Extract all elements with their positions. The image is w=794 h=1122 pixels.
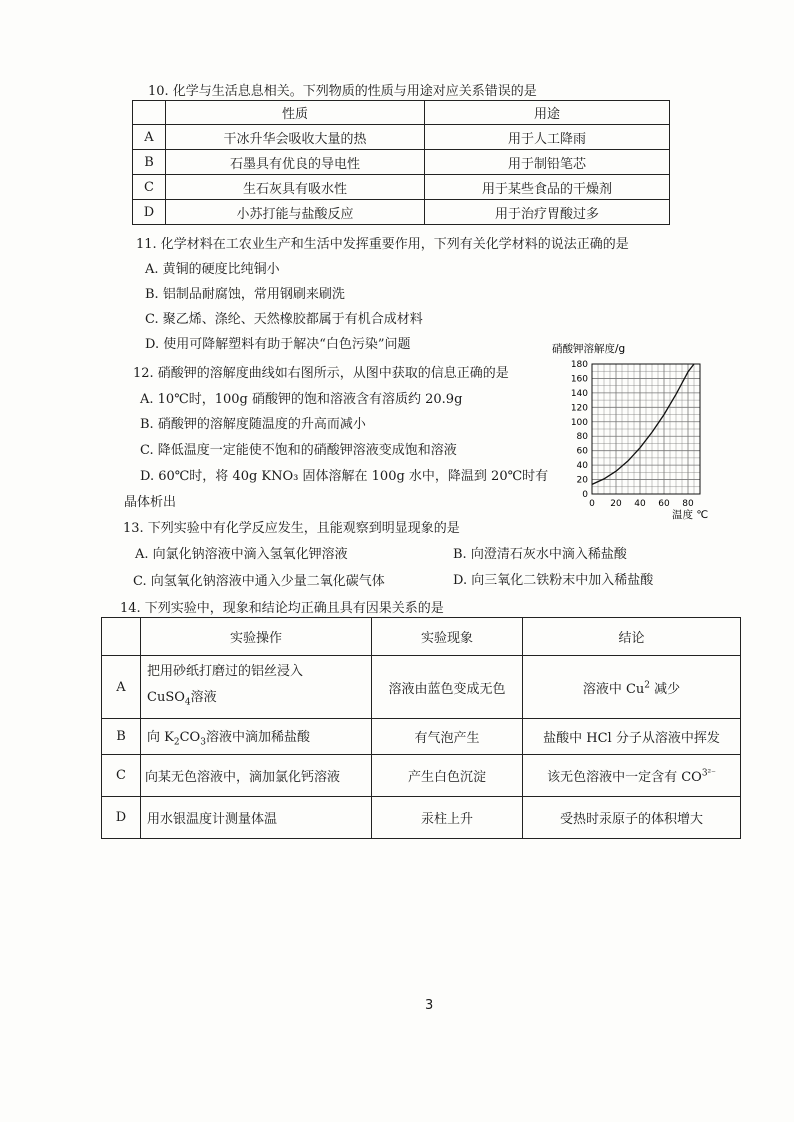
table-row bbox=[102, 755, 741, 797]
q11-option-a: A. 黄铜的硬度比纯铜小 bbox=[145, 262, 280, 277]
q14-row-b-operation bbox=[141, 719, 372, 755]
table-row bbox=[133, 125, 670, 150]
q14-row-b-label: B bbox=[102, 719, 141, 755]
q12-option-d-continued: 晶体析出 bbox=[124, 495, 177, 510]
q14-row-c-phenomenon: 产生白色沉淀 bbox=[372, 755, 523, 797]
q10-row-d-use: 用于治疗胃酸过多 bbox=[425, 200, 670, 225]
q10-row-c-property: 生石灰具有吸水性 bbox=[166, 175, 425, 200]
q11-title: 11. 化学材料在工农业生产和生活中发挥重要作用，下列有关化学材料的说法正确的是 bbox=[136, 237, 629, 252]
q12-option-d: D. 60℃时，将 40g KNO₃ 固体溶解在 100g 水中，降温到 20℃时有 bbox=[140, 469, 549, 484]
chart-x-ticks bbox=[589, 499, 694, 509]
q14-row-d-label: D bbox=[102, 797, 141, 839]
q10-table bbox=[132, 100, 670, 225]
y-tick-label: 40 bbox=[576, 461, 588, 472]
q14-row-a-label: A bbox=[102, 656, 141, 719]
q12-option-a: A. 10℃时，100g 硝酸钾的饱和溶液含有溶质约 20.9g bbox=[140, 392, 463, 407]
formula-co: CO bbox=[179, 729, 201, 745]
chart-y-ticks bbox=[571, 360, 588, 500]
q14-row-d-phenomenon: 汞柱上升 bbox=[372, 797, 523, 839]
q10-row-d-label: D bbox=[133, 200, 166, 225]
y-tick-label: 100 bbox=[570, 417, 588, 428]
q13-option-b: B. 向澄清石灰水中滴入稀盐酸 bbox=[453, 547, 627, 562]
x-tick-label: 80 bbox=[682, 499, 694, 509]
y-tick-label: 20 bbox=[576, 475, 588, 486]
q14-row-c-operation: 向某无色溶液中，滴加氯化钙溶液 bbox=[141, 755, 372, 797]
table-row bbox=[102, 656, 741, 719]
y-tick-label: 0 bbox=[582, 490, 588, 500]
q14-row-a-operation bbox=[141, 656, 372, 719]
table-row bbox=[102, 797, 741, 839]
q14-row-a-phenomenon: 溶液由蓝色变成无色 bbox=[372, 656, 523, 719]
q10-row-b-use: 用于制铅笔芯 bbox=[425, 150, 670, 175]
q12-option-b: B. 硝酸钾的溶解度随温度的升高而减小 bbox=[140, 417, 366, 432]
formula-subscript: 4 bbox=[184, 697, 191, 708]
q11-option-b: B. 铝制品耐腐蚀，常用钢刷来刷洗 bbox=[145, 287, 345, 302]
ion-charge: 2 bbox=[644, 680, 651, 691]
q10-header-use: 用途 bbox=[425, 101, 670, 125]
conclusion-tail: 减少 bbox=[650, 681, 681, 697]
q13-option-d: D. 向三氧化二铁粉末中加入稀盐酸 bbox=[453, 573, 654, 588]
x-tick-label: 0 bbox=[589, 499, 595, 509]
q10-row-a-property: 干冰升华会吸收大量的热 bbox=[166, 125, 425, 150]
q14-header-phenomenon: 实验现象 bbox=[372, 618, 523, 656]
q10-title: 10. 化学与生活息息相关。下列物质的性质与用途对应关系错误的是 bbox=[148, 84, 537, 99]
ion-charge: 3²⁻ bbox=[701, 768, 716, 779]
q14-row-b-phenomenon: 有气泡产生 bbox=[372, 719, 523, 755]
q14-row-a-conclusion bbox=[523, 656, 741, 719]
conclusion-text: 溶液中 Cu bbox=[582, 681, 645, 697]
q14-header-operation: 实验操作 bbox=[141, 618, 372, 656]
q12-title: 12. 硝酸钾的溶解度曲线如右图所示，从图中获取的信息正确的是 bbox=[133, 366, 509, 381]
table-row bbox=[102, 719, 741, 755]
text-solution: 溶液 bbox=[190, 689, 217, 705]
formula-subscript: 3 bbox=[200, 737, 206, 748]
q10-row-c-use: 用于某些食品的干燥剂 bbox=[425, 175, 670, 200]
q11-option-d: D. 使用可降解塑料有助于解决“白色污染”问题 bbox=[145, 337, 411, 352]
y-tick-label: 160 bbox=[570, 374, 588, 385]
x-tick-label: 60 bbox=[658, 499, 670, 509]
q13-option-c: C. 向氢氧化钠溶液中通入少量二氧化碳气体 bbox=[133, 574, 385, 589]
q10-header-row bbox=[133, 101, 670, 125]
y-tick-label: 80 bbox=[576, 432, 588, 443]
q13-title: 13. 下列实验中有化学反应发生，且能观察到明显现象的是 bbox=[123, 521, 460, 536]
q14-row-a-operation-line2 bbox=[147, 685, 371, 716]
x-tick-label: 40 bbox=[634, 499, 646, 509]
q10-row-b-property: 石墨具有优良的导电性 bbox=[166, 150, 425, 175]
q10-row-a-label: A bbox=[133, 125, 166, 150]
formula-cuso: CuSO bbox=[147, 689, 185, 705]
x-tick-label: 20 bbox=[610, 499, 622, 509]
q10-row-d-property: 小苏打能与盐酸反应 bbox=[166, 200, 425, 225]
y-tick-label: 120 bbox=[570, 403, 588, 414]
table-row bbox=[133, 175, 670, 200]
q14-row-d-operation: 用水银温度计测量体温 bbox=[141, 797, 372, 839]
chart-grid bbox=[592, 364, 700, 494]
q14-header-blank bbox=[102, 618, 141, 656]
chart-x-label: 温度 ℃ bbox=[672, 509, 709, 521]
q14-row-a-operation-line1: 把用砂纸打磨过的铝丝浸入 bbox=[147, 663, 304, 679]
q14-table bbox=[101, 617, 741, 839]
table-row bbox=[133, 150, 670, 175]
conclusion-text: 该无色溶液中一定含有 CO bbox=[547, 770, 702, 785]
solubility-curve bbox=[592, 364, 694, 484]
q14-title: 14. 下列实验中，现象和结论均正确且具有因果关系的是 bbox=[120, 601, 444, 616]
q14-row-c-label: C bbox=[102, 755, 141, 797]
q10-header-property: 性质 bbox=[166, 101, 425, 125]
y-tick-label: 60 bbox=[576, 446, 588, 457]
op-tail: 溶液中滴加稀盐酸 bbox=[205, 729, 310, 745]
page-number: 3 bbox=[425, 998, 434, 1013]
q12-option-c: C. 降低温度一定能使不饱和的硝酸钾溶液变成饱和溶液 bbox=[140, 443, 457, 458]
y-tick-label: 140 bbox=[570, 388, 588, 399]
q14-header-row bbox=[102, 618, 741, 656]
formula-subscript: 2 bbox=[173, 737, 180, 748]
q14-row-b-conclusion: 盐酸中 HCl 分子从溶液中挥发 bbox=[523, 719, 741, 755]
q14-header-conclusion: 结论 bbox=[523, 618, 741, 656]
q10-row-b-label: B bbox=[133, 150, 166, 175]
q14-row-d-conclusion: 受热时汞原子的体积增大 bbox=[523, 797, 741, 839]
q10-row-a-use: 用于人工降雨 bbox=[425, 125, 670, 150]
op-prefix: 向 K bbox=[147, 729, 174, 745]
table-row bbox=[133, 200, 670, 225]
solubility-chart bbox=[548, 338, 718, 523]
chart-title: 硝酸钾溶解度/g bbox=[552, 343, 626, 355]
q10-row-c-label: C bbox=[133, 175, 166, 200]
q13-option-a: A. 向氯化钠溶液中滴入氢氧化钾溶液 bbox=[135, 547, 348, 562]
q11-option-c: C. 聚乙烯、涤纶、天然橡胶都属于有机合成材料 bbox=[145, 312, 423, 327]
y-tick-label: 180 bbox=[570, 360, 588, 370]
q14-row-c-conclusion bbox=[523, 755, 741, 797]
q10-header-blank bbox=[133, 101, 166, 125]
